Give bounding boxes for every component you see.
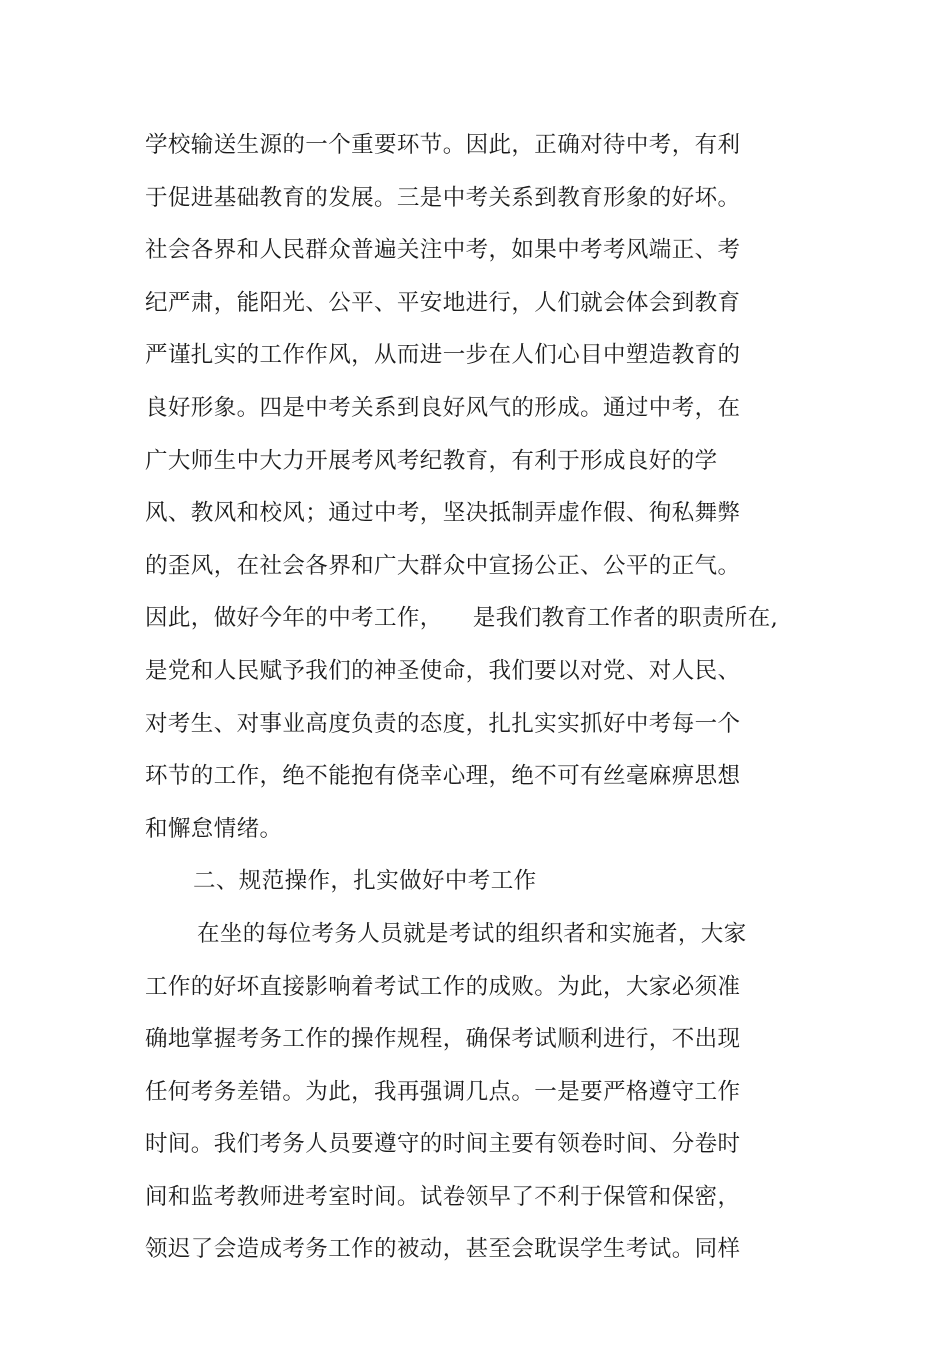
text-line: 领迟了会造成考务工作的被动，甚至会耽误学生考试。同样 [145, 1236, 741, 1263]
text-line: 确地掌握考务工作的操作规程，确保考试顺利进行，不出现 [145, 1026, 741, 1053]
text-line: 广大师生中大力开展考风考纪教育，有利于形成良好的学 [145, 447, 718, 474]
text-line: 社会各界和人民群众普遍关注中考，如果中考考风端正、考 [145, 237, 741, 264]
text-line: 环节的工作，绝不能抱有侥幸心理，绝不可有丝毫麻痹思想 [145, 763, 741, 790]
document-body [145, 119, 805, 1276]
text-line: 在坐的每位考务人员就是考试的组织者和实施者，大家 [197, 920, 747, 947]
text-line: 任何考务差错。为此，我再强调几点。一是要严格遵守工作 [145, 1078, 741, 1105]
text-line: 严谨扎实的工作作风，从而进一步在人们心目中塑造教育的 [145, 342, 741, 369]
text-line: 纪严肃，能阳光、公平、平安地进行，人们就会体会到教育 [145, 289, 741, 316]
text-line: 于促进基础教育的发展。三是中考关系到教育形象的好坏。 [145, 184, 741, 211]
text-line: 间和监考教师进考室时间。试卷领早了不利于保管和保密， [145, 1183, 741, 1210]
text-line: 和懈怠情绪。 [145, 815, 283, 842]
text-line: 风、教风和校风；通过中考，坚决抵制弄虚作假、徇私舞弊 [145, 500, 741, 527]
text-line: 的歪风，在社会各界和广大群众中宣扬公正、公平的正气。 [145, 552, 741, 579]
section-heading: 二、规范操作，扎实做好中考工作 [193, 868, 537, 895]
text-line: 因此，做好今年的中考工作， 是我们教育工作者的职责所在, [145, 605, 779, 632]
text-line: 学校输送生源的一个重要环节。因此，正确对待中考，有利 [145, 132, 741, 158]
text-line: 是党和人民赋予我们的神圣使命，我们要以对党、对人民、 [145, 657, 741, 684]
text-line: 时间。我们考务人员要遵守的时间主要有领卷时间、分卷时 [145, 1131, 741, 1158]
text-line: 良好形象。四是中考关系到良好风气的形成。通过中考，在 [145, 394, 741, 421]
text-line: 工作的好坏直接影响着考试工作的成败。为此，大家必须准 [145, 973, 741, 1000]
text-line: 对考生、对事业高度负责的态度，扎扎实实抓好中考每一个 [145, 710, 741, 737]
